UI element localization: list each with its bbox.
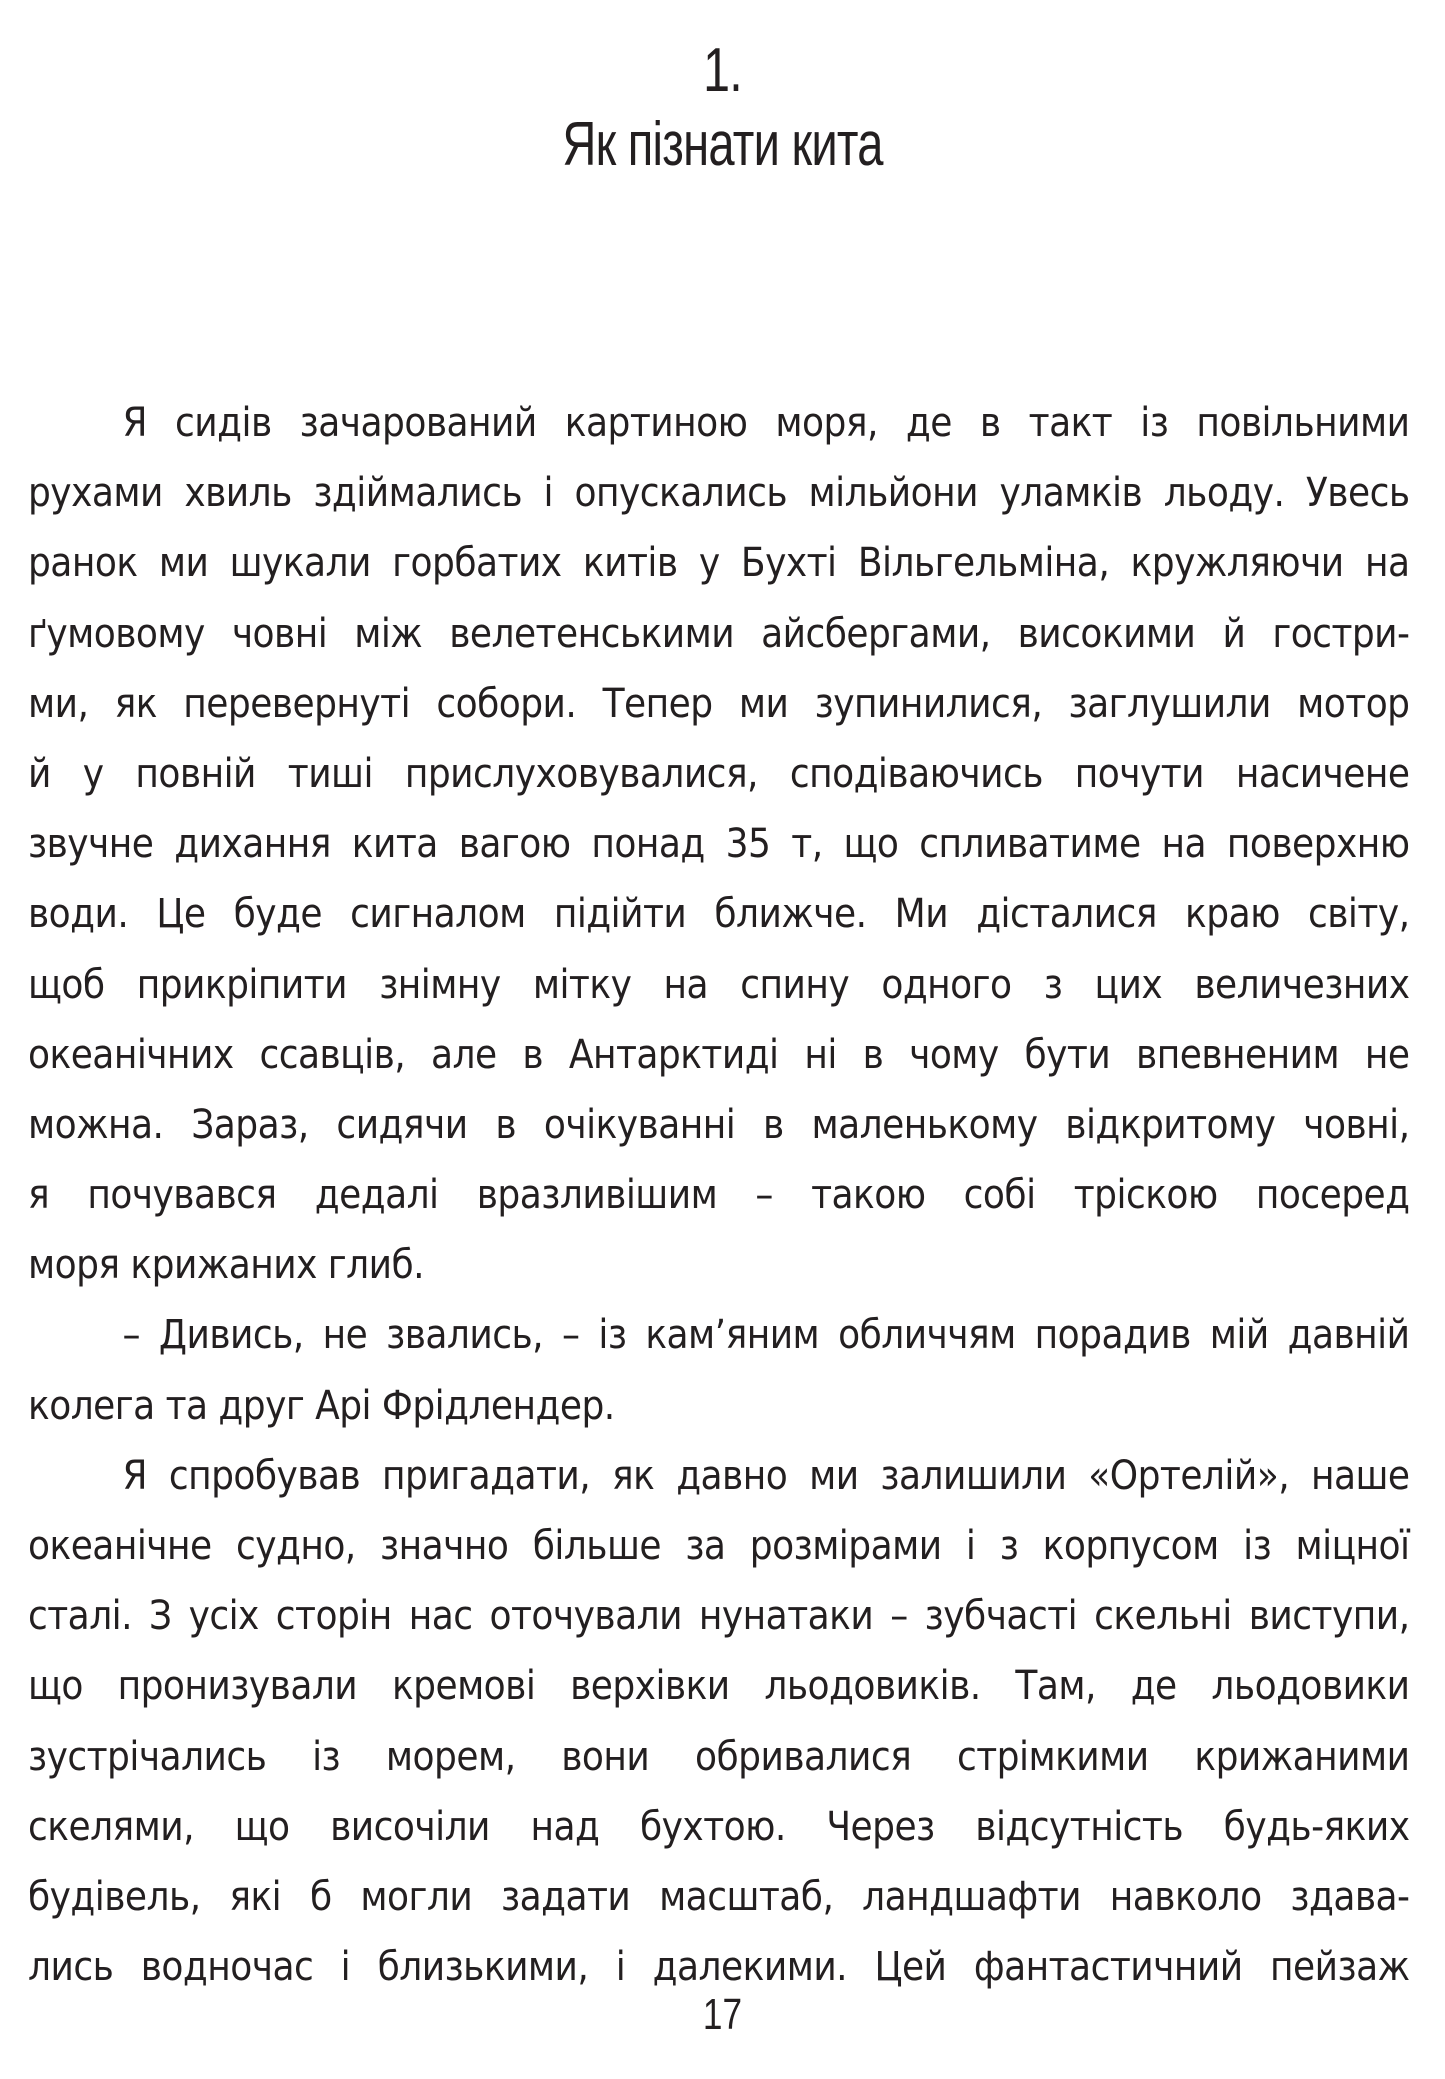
text-line: океанічних ссавців, але в Антарктиді ні в чому бути впевненим не xyxy=(28,1031,1410,1078)
text-line: ранок ми шукали горбатих китів у Бухті Вільгельміна, кружляючи на xyxy=(28,540,1410,587)
text-line: щоб прикріпити знімну мітку на спину одного з цих величезних xyxy=(28,961,1410,1008)
text-line: води. Це буде сигналом підійти ближче. Ми дісталися краю світу, xyxy=(28,891,1410,938)
text-line: я почувався дедалі вразливішим – такою собі тріскою посеред xyxy=(28,1172,1410,1219)
text-line: й у повній тиші прислуховувалися, сподіваючись почути насичене xyxy=(28,750,1410,797)
text-line: моря крижаних глиб. xyxy=(28,1242,425,1289)
chapter-number: 1. xyxy=(703,36,742,105)
text-line: рухами хвиль здіймались і опускались мільйони уламків льоду. Увесь xyxy=(28,470,1410,517)
text-line: Я спробував пригадати, як давно ми залишили «Ортелій», наше xyxy=(122,1452,1410,1499)
text-line: Я сидів зачарований картиною моря, де в такт із повільними xyxy=(122,400,1410,446)
text-line: ґумовому човні між велетенськими айсбергами, високими й гостри- xyxy=(28,610,1410,657)
text-line: – Дивись, не звались, – із кам’яним обличчям порадив мій давній xyxy=(122,1312,1410,1359)
text-line: колега та друг Арі Фрідлендер. xyxy=(28,1382,615,1429)
chapter-title: Як пізнати кита xyxy=(562,110,883,179)
text-line: будівель, які б могли задати масштаб, ландшафти навколо здава- xyxy=(28,1873,1410,1920)
text-line: ми, як перевернуті собори. Тепер ми зупинилися, заглушили мотор xyxy=(28,680,1410,727)
text-line: звучне дихання кита вагою понад 35 т, що спливатиме на поверхню xyxy=(28,821,1410,868)
page-number: 17 xyxy=(702,1990,743,2039)
text-line: лись водночас і близькими, і далекими. Цей фантастичний пейзаж xyxy=(28,1944,1410,1991)
text-line: океанічне судно, значно більше за розмірами і з корпусом із міцної xyxy=(28,1523,1410,1569)
text-line: можна. Зараз, сидячи в очікуванні в маленькому відкритому човні, xyxy=(28,1101,1410,1148)
text-line: скелями, що височіли над бухтою. Через відсутність будь-яких xyxy=(28,1803,1410,1850)
text-line: що пронизували кремові верхівки льодовиків. Там, де льодовики xyxy=(28,1663,1410,1710)
text-line: сталі. З усіх сторін нас оточували нунатаки – зубчасті скельні виступи, xyxy=(28,1593,1410,1640)
text-line: зустрічались із морем, вони обривалися стрімкими крижаними xyxy=(28,1733,1410,1780)
body-text xyxy=(28,388,1410,2002)
